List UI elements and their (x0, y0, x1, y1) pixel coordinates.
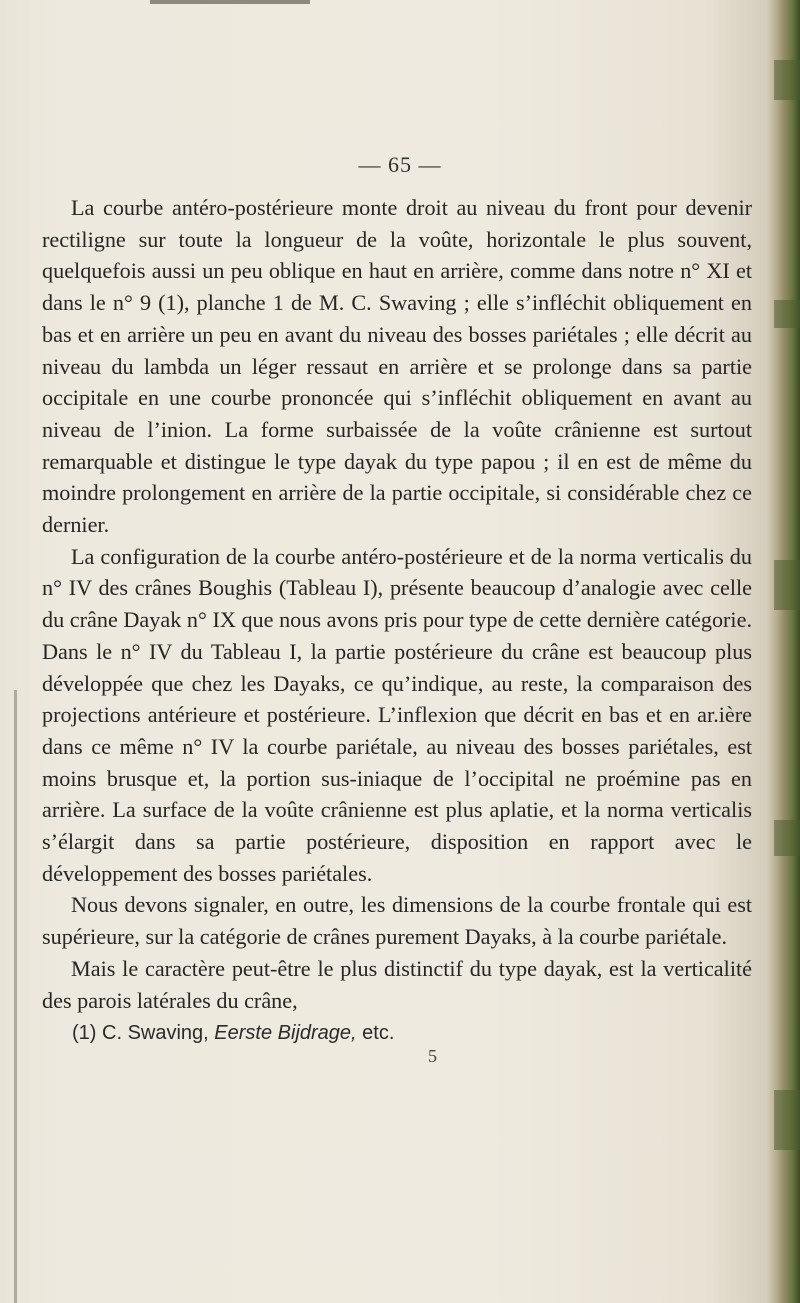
page-edge (14, 690, 17, 1303)
footnote-rest: etc. (362, 1022, 395, 1044)
footnote (72, 1022, 394, 1045)
paragraph: La courbe antéro-postérieure monte droit au niveau du front pour devenir rectiligne sur toute la longueur de la voûte, horizontale le plus souvent, quelquefois aussi un peu oblique en haut en arrière, comme dans notre n° XI et dans le n° 9 (1), planche 1 de M. C. Swaving ; elle s’infléchit obliquement en bas et en arrière un peu en avant du niveau des bosses pariétales ; elle décrit au niveau du lambda un léger ressaut en arrière et se prolonge dans sa partie occipitale en une courbe prononcée qui s’infléchit obliquement en avant au niveau de l’inion. La forme surbaissée de la voûte crânienne est surtout remarquable et distingue le type dayak du type papou ; il en est de même du moindre prolongement en arrière de la partie occipitale, si considérable chez ce dernier. (42, 195, 752, 538)
scan-shadow (150, 0, 310, 4)
page-number: — 65 — (358, 152, 442, 177)
footnote-title: Eerste Bijdrage, (214, 1022, 357, 1044)
binding-edge (766, 0, 800, 1303)
paragraph: La configuration de la courbe antéro-postérieure et de la norma verticalis du n° IV des crânes Boughis (Tableau I), présente beaucoup d’analogie avec celle du crâne Dayak n° IX que nous avons pris pour type de cette dernière catégorie. Dans le n° IV du Tableau I, la partie postérieure du crâne est beaucoup plus développée que chez les Dayaks, ce qu’indique, au reste, la comparaison des projections antérieure et postérieure. L’inflexion que décrit en bas et en ar.ière dans ce même n° IV la courbe pariétale, au niveau des bosses pariétales, est moins brusque et, la portion sus-iniaque de l’occipital ne proémine pas en arrière. La surface de la voûte crânienne est plus aplatie, et la norma verticalis s’élargit dans sa partie postérieure, disposition en rapport avec le développement des bosses pariétales. (42, 543, 752, 886)
paragraph: Mais le caractère peut-être le plus distinctif du type dayak, est la verticalité des parois latérales du crâne, (42, 955, 752, 1013)
paragraph: Nous devons signaler, en outre, les dimensions de la courbe frontale qui est supérieure, sur la catégorie de crânes purement Dayaks, à la courbe pariétale. (42, 892, 752, 950)
signature-mark: 5 (428, 1046, 437, 1066)
footnote-marker: (1) (72, 1022, 97, 1044)
footnote-author: C. Swaving, (102, 1022, 209, 1044)
body-text (42, 192, 752, 1016)
